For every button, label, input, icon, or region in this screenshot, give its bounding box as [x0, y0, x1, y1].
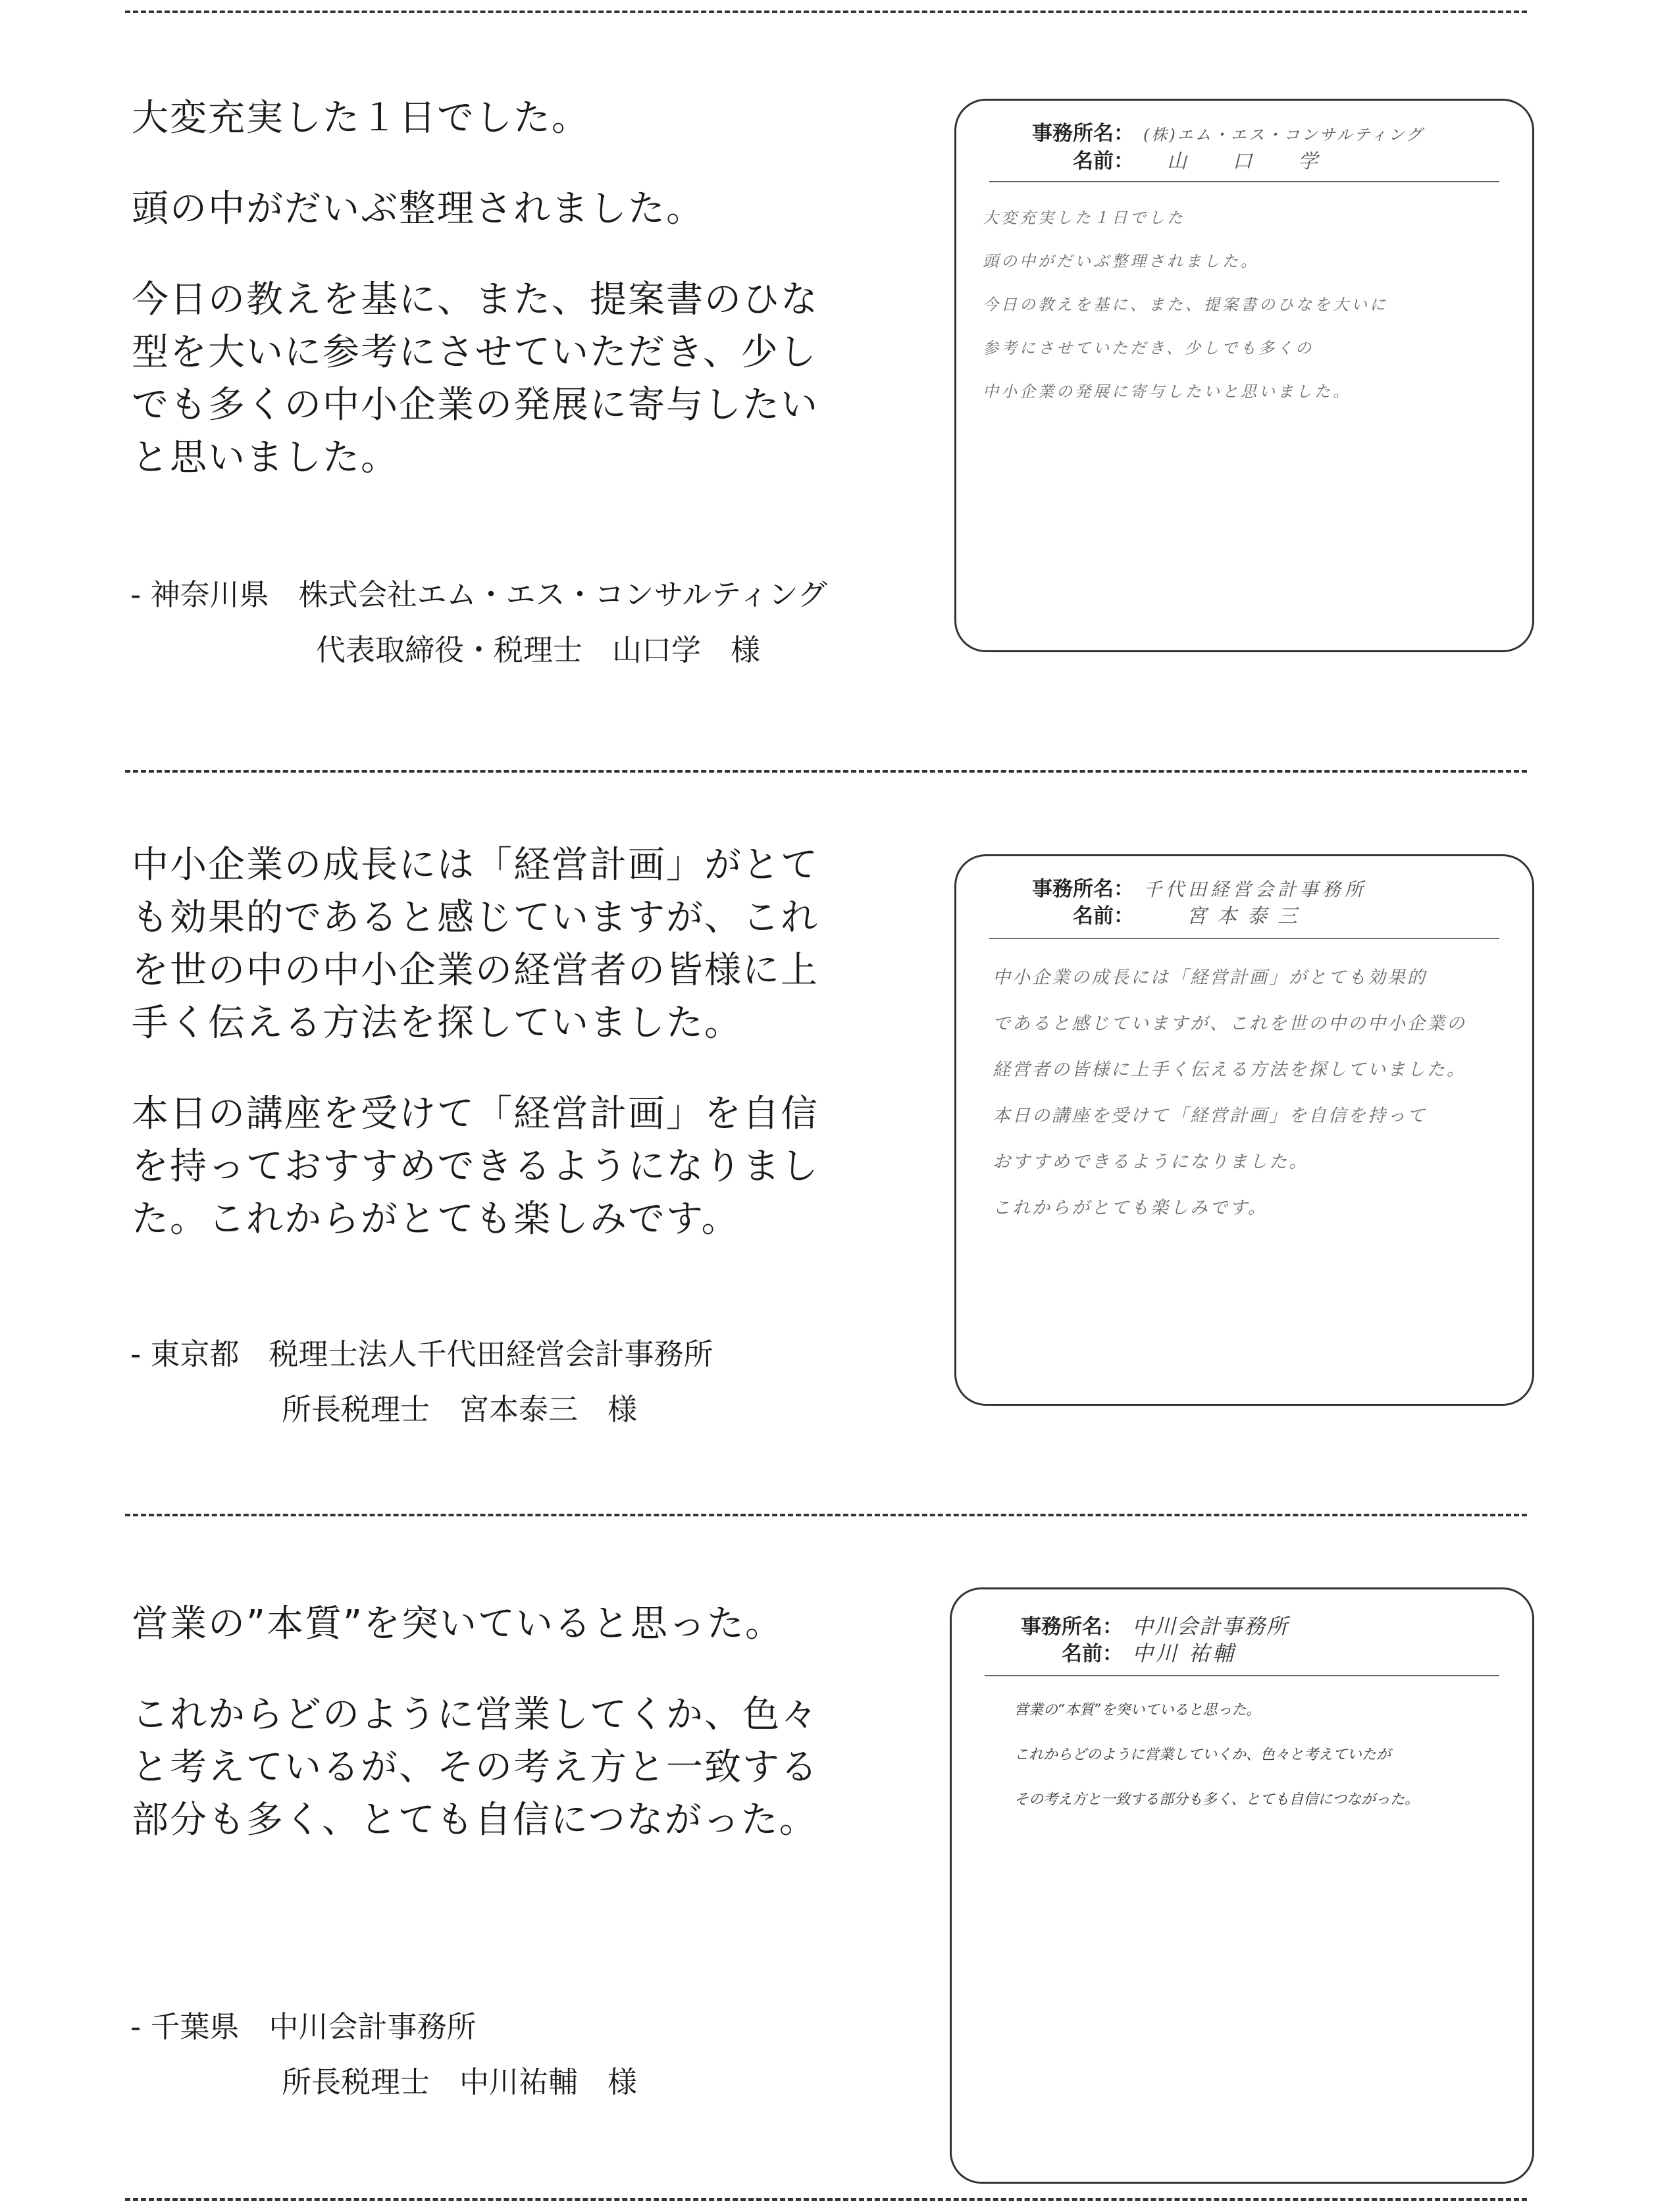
office-name-handwritten: (株)エム・エス・コンサルティング: [1143, 126, 1424, 144]
attribution-person: 所長税理士 宮本泰三 様: [282, 1392, 638, 1427]
testimonial-1-body: [132, 92, 921, 484]
testimonial-2-body: [132, 839, 921, 1246]
handwritten-feedback-card-1: [954, 99, 1534, 652]
office-name-handwritten: 中川会計事務所: [1132, 1614, 1289, 1639]
testimonial-paragraph: 中小企業の成長には「経営計画」がとて も効果的であると感じていますが、これ を世の中の中小企業の経営者の皆様に上 手く伝える方法を探していました。: [132, 844, 819, 1044]
office-name-label: 事務所名：: [1032, 122, 1134, 145]
office-name-label: 事務所名：: [1032, 877, 1134, 901]
card-header: [996, 120, 1493, 175]
person-name-handwritten: 山 口 学: [1167, 150, 1338, 173]
testimonial-paragraph: 営業の”本質”を突いていると思った。: [132, 1603, 784, 1645]
testimonial-paragraph: 本日の講座を受けて「経営計画」を自信 を持っておすすめできるようになりまし た。これからがとても楽しみです。: [132, 1093, 819, 1241]
card-header-rule: [985, 1675, 1499, 1676]
attribution-company: - 神奈川県 株式会社エム・エス・コンサルティング: [130, 577, 827, 612]
handwritten-comment: 大変充実した１日でした 頭の中がだいぶ整理されました。 今日の教えを基に、また、提案書のひなを大いに 参考にさせていただき、少しでも多くの 中小企業の発展に寄与したいと思いました。: [983, 209, 1388, 401]
section-divider: [125, 1514, 1527, 1516]
attribution-person: 所長税理士 中川祐輔 様: [282, 2065, 638, 2099]
person-name-handwritten: 宮本泰三: [1187, 905, 1308, 928]
testimonial-3-attribution: [130, 1999, 986, 2110]
section-divider: [125, 11, 1527, 13]
card-header: [985, 1613, 1493, 1667]
testimonial-paragraph: 頭の中がだいぶ整理されました。: [132, 188, 704, 230]
testimonial-1-attribution: [130, 567, 986, 678]
person-name-label: 名前：: [1062, 1642, 1123, 1666]
handwritten-comment: 営業の“本質”を突いていると思った。 これからどのように営業していくか、色々と考えていたが その考え方と一致する部分も多く、とても自信につながった。: [1014, 1702, 1420, 1808]
section-divider: [125, 2198, 1527, 2201]
testimonial-2-attribution: [130, 1327, 986, 1437]
section-divider: [125, 770, 1527, 773]
person-name-label: 名前：: [1073, 904, 1134, 928]
handwritten-feedback-card-3: [950, 1587, 1534, 2184]
attribution-person: 代表取締役・税理士 山口学 様: [316, 632, 761, 667]
card-header: [996, 876, 1493, 930]
person-name-label: 名前：: [1073, 149, 1134, 173]
testimonial-paragraph: 今日の教えを基に、また、提案書のひな 型を大いに参考にさせていただき、少し でも多くの中小企業の発展に寄与したい と思いました。: [132, 278, 819, 479]
card-header-rule: [989, 938, 1499, 939]
attribution-company: - 千葉県 中川会計事務所: [130, 2009, 477, 2044]
person-name-handwritten: 中川 祐輔: [1132, 1641, 1237, 1666]
handwritten-feedback-card-2: [954, 854, 1534, 1406]
testimonial-paragraph: 大変充実した１日でした。: [132, 97, 590, 140]
attribution-company: - 東京都 税理士法人千代田経営会計事務所: [130, 1337, 713, 1372]
handwritten-comment: 中小企業の成長には「経営計画」がとても効果的 であると感じていますが、これを世の中の中小企業の 経営者の皆様に上手く伝える方法を探していました。 本日の講座を受けて「経営計画」を自信を持って おすすめできるようになりました。 これからがとても楽しみです。: [993, 967, 1466, 1218]
office-name-label: 事務所名：: [1021, 1615, 1123, 1639]
testimonial-paragraph: これからどのように営業してくか、色々 と考えているが、その考え方と一致する 部分も多く、とても自信につながった。: [132, 1693, 819, 1841]
testimonial-3-body: [132, 1598, 921, 1847]
card-header-rule: [989, 181, 1499, 182]
office-name-handwritten: 千代田経営会計事務所: [1143, 879, 1368, 900]
